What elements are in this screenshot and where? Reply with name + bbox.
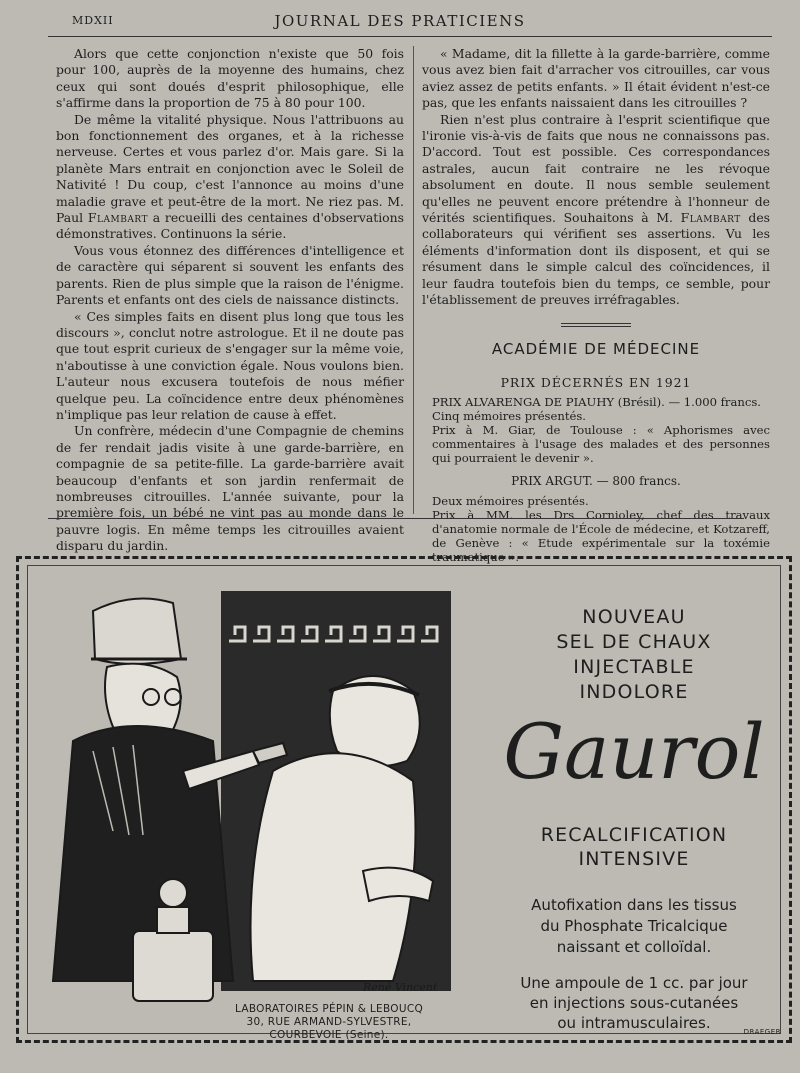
column-divider xyxy=(413,46,414,514)
description-line: du Phosphate Tricalcique xyxy=(540,917,728,935)
tagline-line: NOUVEAU xyxy=(582,606,686,628)
ad-benefit xyxy=(489,823,779,871)
prize-award: Prix à MM. les Drs Cornioley, chef des travaux d'anatomie normale de l'École de médecine, et Kotzareff, de Genève : « Etude expérimentale sur la toxémie traumatique ». xyxy=(432,507,770,564)
prize-title: PRIX ARGUT. — 800 francs. xyxy=(511,474,681,489)
laboratory-address xyxy=(199,1003,459,1042)
prizes-heading: PRIX DÉCERNÉS EN 1921 xyxy=(500,374,692,390)
tagline-line: INDOLORE xyxy=(579,681,689,703)
ad-description xyxy=(489,895,779,958)
paragraph: Alors que cette conjonction n'existe que 50 fois pour 100, auprès de la moyenne des humains, chez ceux qui sont doués d'esprit philosophique, elle s'affirme dans la proportion de 75 à 80 pour 100. xyxy=(56,46,404,111)
benefit-line: RECALCIFICATION xyxy=(540,824,728,846)
brand-name: Gaurol xyxy=(503,707,765,796)
dosage-line: Une ampoule de 1 cc. par jour xyxy=(520,974,748,992)
author-name: Flambart xyxy=(680,210,741,226)
paragraph-text: a recueilli des centaines d'observations démonstratives. Continuons la série. xyxy=(56,210,404,242)
tagline-line: SEL DE CHAUX xyxy=(556,631,712,653)
ad-tagline xyxy=(489,605,779,705)
laboratory-line: COURBEVOIE (Seine). xyxy=(269,1029,389,1041)
prize-block xyxy=(422,494,770,564)
dosage-line: ou intramusculaires. xyxy=(557,1014,711,1032)
section-separator-rule xyxy=(48,518,744,519)
ad-illustration xyxy=(33,571,453,1011)
section-rule xyxy=(561,323,631,324)
paragraph: Vous vous étonnez des différences d'intelligence et de caractère qui séparent si souvent les enfants des parents. Rien de plus simple que la raison de l'énigme. Parents et enfants ont des ciels de naissance distincts. xyxy=(56,242,404,308)
header-rule xyxy=(48,36,772,37)
tagline-line: INJECTABLE xyxy=(573,656,695,678)
section-rule xyxy=(561,326,631,327)
author-name: Flambart xyxy=(87,210,148,226)
paragraph-text: des collaborateurs qui vérifient ses assertions. Vu les éléments d'information dont ils disposent, et qui se résument dans le simple calcul des coïncidences, il leur faudra toutefois bien du temps, ce semble, pour l'établissement de preuves irréfragables. xyxy=(422,210,771,308)
prize-block xyxy=(422,395,770,465)
section-title: ACADÉMIE DE MÉDECINE xyxy=(491,339,701,358)
ad-dosage xyxy=(489,973,779,1033)
running-title: JOURNAL DES PRATICIENS xyxy=(274,12,526,30)
artist-signature: René Vincent xyxy=(363,981,438,994)
paragraph xyxy=(422,112,770,309)
benefit-line: INTENSIVE xyxy=(578,848,690,870)
laboratory-line: LABORATOIRES PÉPIN & LEBOUCQ xyxy=(234,1003,424,1015)
paragraph-text: De même la vitalité physique. Nous l'attribuons au bon fonctionnement des organes, et à la richesse nerveuse. Certes et vous parlez d'or. Mais gare. Si la planète Mars entrait en conjonction avec le Soleil de Nativité ! Du coup, c'est l'annonce au moins d'une maladie grave et peut-être de la mort. Ne riez pas. M. Paul xyxy=(56,111,404,226)
page-folio: MDXII xyxy=(72,14,114,27)
printer-credit: DRAEGER xyxy=(743,1028,781,1036)
paragraph: « Ces simples faits en disent plus long que tous les discours », conclut notre astrologue. Et il ne doute pas que tout esprit curieux de s'engager sur la même voie, n'aboutisse à une conviction égale. Nous voulons bien. L'auteur nous excusera toutefois de nous méfier quelque peu. La coïncidence entre deux phénomènes n'implique pas leur relation de cause à effet. xyxy=(56,308,404,422)
right-column xyxy=(422,46,770,564)
prize-title: PRIX ALVARENGA DE PIAUHY (Brésil). — 1.000 francs. xyxy=(432,395,761,410)
paragraph: « Madame, dit la fillette à la garde-barrière, comme vous avez bien fait d'arracher vos citrouilles, car vous aviez assez de petits enfants. » Il était évident n'est-ce pas, que les enfants naissaient dans les citrouilles ? xyxy=(422,46,770,111)
laboratory-line: 30, RUE ARMAND-SYLVESTRE, xyxy=(246,1016,412,1028)
prize-count: Cinq mémoires présentés. xyxy=(432,409,586,424)
description-line: naissant et colloïdal. xyxy=(556,938,712,956)
paragraph-text: Rien n'est plus contraire à l'esprit scientifique que l'ironie vis-à-vis de faits que nous ne connaissons pas. D'accord. Tout est possible. Ces correspondances astrales, aucun fait contraire ne les révoque absolument en doute. Il nous semble seulement qu'elles ne peuvent encore prétendre à l'honneur de vérités scientifiques. Souhaitons à M. xyxy=(422,111,770,226)
left-column xyxy=(56,46,404,555)
prize-count: Deux mémoires présentés. xyxy=(432,493,589,508)
dosage-line: en injections sous-cutanées xyxy=(529,994,739,1012)
gaurol-advertisement xyxy=(16,556,792,1043)
paragraph xyxy=(56,112,404,243)
paragraph: Un confrère, médecin d'une Compagnie de chemins de fer rendait jadis visite à une garde-barrière, en compagnie de sa petite-fille. La garde-barrière avait beaucoup d'enfants et son jardin renfermait de nombreuses citrouilles. L'année suivante, pour la première fois, un bébé ne vint pas au monde dans le pauvre logis. En même temps les citrouilles avaient disparu du jardin. xyxy=(56,423,404,554)
description-line: Autofixation dans les tissus xyxy=(531,896,737,914)
prize-award: Prix à M. Giar, de Toulouse : « Aphorismes avec commentaires à l'usage des malades et des personnes qui pourraient le devenir ». xyxy=(432,423,770,466)
